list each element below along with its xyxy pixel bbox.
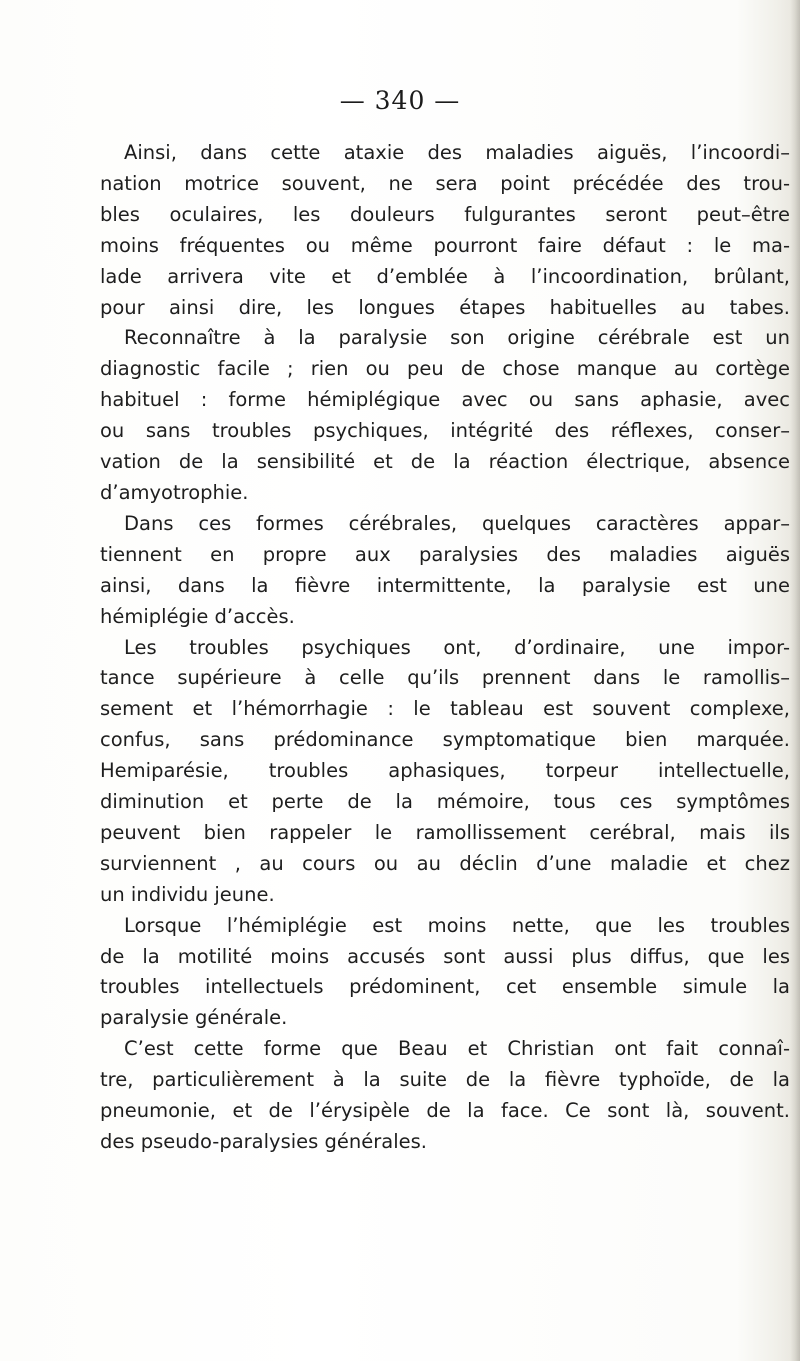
paragraph	[100, 509, 790, 633]
text-line: hémiplégie d’accès.	[100, 604, 295, 628]
text-line: confus, sans prédominance symptomatique bien marquée.	[100, 728, 790, 752]
text-line: pneumonie, et de l’érysipèle de la face. Ce sont là, souvent.	[100, 1099, 790, 1123]
text-line: tiennent en propre aux paralysies des maladies aiguës	[100, 542, 790, 566]
text-line: Les troubles psychiques ont, d’ordinaire, une impor-	[124, 635, 790, 659]
text-line: tre, particulièrement à la suite de la fièvre typhoïde, de la	[100, 1068, 790, 1092]
text-line: C’est cette forme que Beau et Christian ont fait connaî-	[124, 1037, 790, 1061]
text-line: paralysie générale.	[100, 1006, 288, 1030]
text-line: diagnostic facile ; rien ou peu de chose manque au cortège	[100, 357, 790, 381]
text-line: d’amyotrophie.	[100, 480, 249, 504]
text-line: sement et l’hémorrhagie : le tableau est souvent complexe,	[100, 697, 790, 721]
paragraph	[100, 911, 790, 1035]
text-line: Ainsi, dans cette ataxie des maladies aiguës, l’incoordi–	[124, 141, 790, 164]
text-line: lade arrivera vite et d’emblée à l’incoordination, brûlant,	[100, 264, 790, 288]
body-text	[100, 138, 790, 1158]
text-line: nation motrice souvent, ne sera point précédée des trou-	[100, 171, 790, 195]
paragraph	[100, 323, 790, 508]
text-line: ainsi, dans la fièvre intermittente, la paralysie est une	[100, 573, 790, 597]
paragraph	[100, 138, 790, 323]
page-edge-shadow	[790, 0, 800, 1361]
text-line: troubles intellectuels prédominent, cet ensemble simule la	[100, 975, 790, 999]
text-line: surviennent , au cours ou au déclin d’une maladie et chez	[100, 851, 790, 875]
text-line: bles oculaires, les douleurs fulgurantes seront peut–être	[100, 202, 790, 226]
paragraph	[100, 633, 790, 911]
paragraph	[100, 1034, 790, 1158]
text-line: moins fréquentes ou même pourront faire défaut : le ma-	[100, 233, 790, 257]
text-line: diminution et perte de la mémoire, tous ces symptômes	[100, 790, 790, 814]
text-line: peuvent bien rappeler le ramollissement cerébral, mais ils	[100, 820, 790, 844]
text-line: un individu jeune.	[100, 882, 275, 906]
page-number: — 340 —	[339, 86, 461, 115]
text-line: des pseudo-paralysies générales.	[100, 1130, 427, 1153]
text-line: tance supérieure à celle qu’ils prennent dans le ramollis–	[100, 666, 790, 690]
text-line: habituel : forme hémiplégique avec ou sans aphasie, avec	[100, 388, 790, 412]
text-line: Lorsque l’hémiplégie est moins nette, que les troubles	[124, 913, 790, 937]
text-line: vation de la sensibilité et de la réaction électrique, absence	[100, 450, 790, 474]
text-line: Reconnaître à la paralysie son origine cérébrale est un	[124, 326, 790, 350]
text-line: Hemiparésie, troubles aphasiques, torpeur intellectuelle,	[100, 759, 790, 783]
text-line: ou sans troubles psychiques, intégrité des réflexes, conser–	[100, 419, 790, 443]
text-line: pour ainsi dire, les longues étapes habituelles au tabes.	[100, 295, 790, 319]
text-line: Dans ces formes cérébrales, quelques caractères appar–	[124, 511, 790, 535]
text-line: de la motilité moins accusés sont aussi plus diffus, que les	[100, 944, 790, 968]
